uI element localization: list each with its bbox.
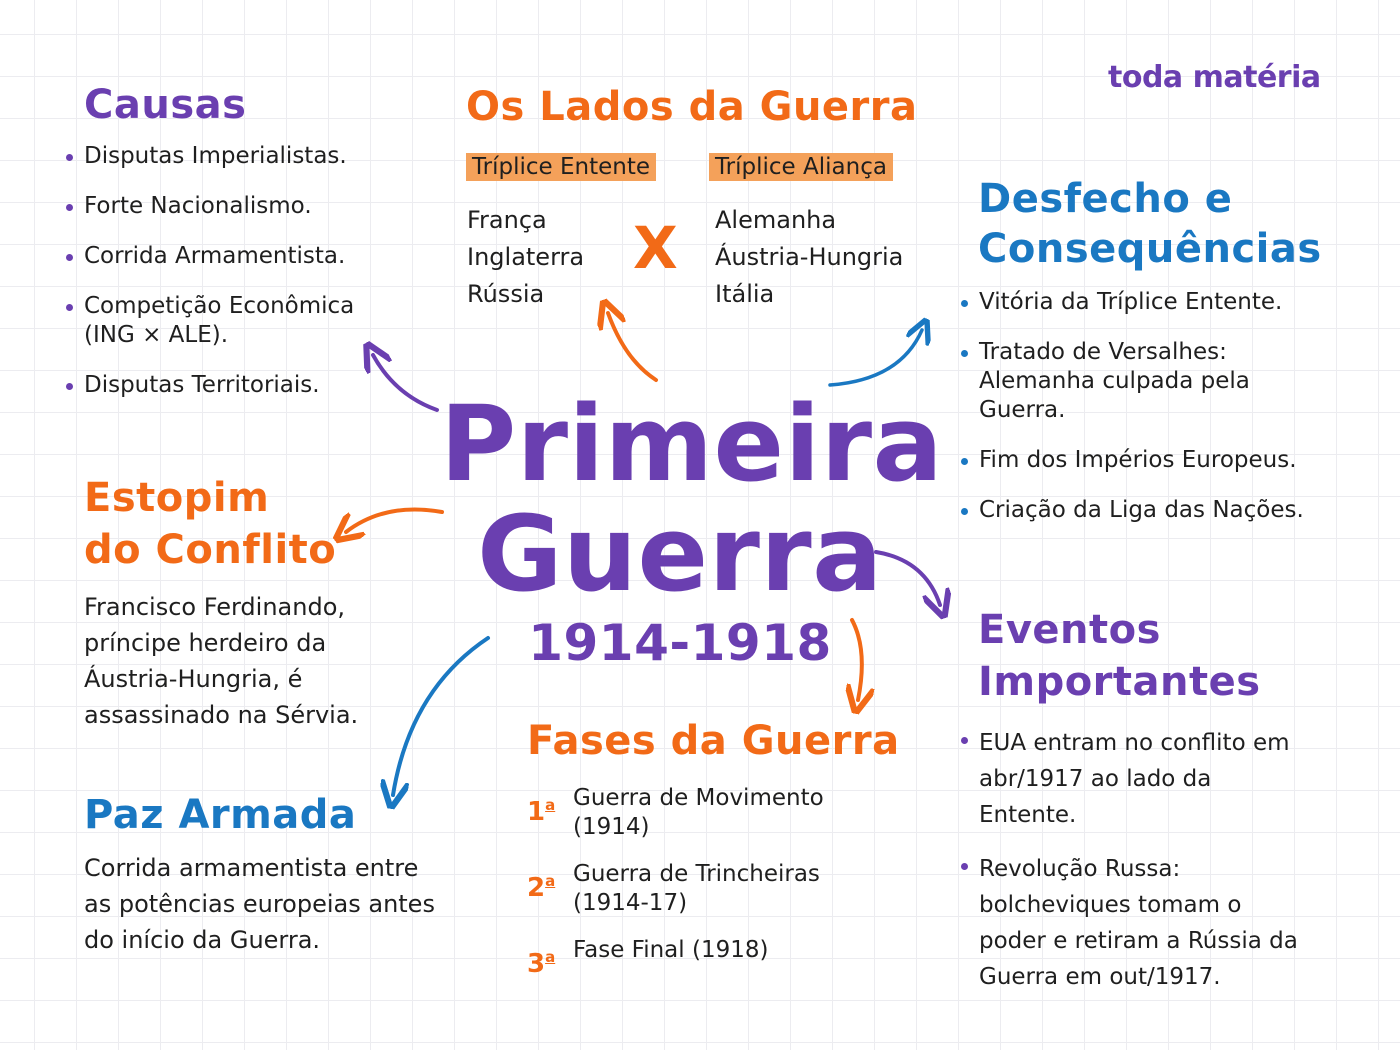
estopim-title-line: do Conflito <box>84 527 337 573</box>
fase-text: Guerra de Trincheiras (1914-17) <box>573 861 820 916</box>
arrow-to-desfecho <box>830 330 922 385</box>
entente-member: Inglaterra <box>467 243 585 271</box>
eventos-item: Revolução Russa: bolcheviques tomam o poder e retiram a Rússia da Guerra em out/1917. <box>961 851 1301 995</box>
desfecho-item: Fim dos Impérios Europeus. <box>961 446 1341 475</box>
causas-item: Disputas Imperialistas. <box>66 142 396 171</box>
causas-item: Corrida Armamentista. <box>66 242 396 271</box>
arrow-to-lados <box>608 313 656 380</box>
arrow-to-eventos <box>876 552 940 605</box>
arrow-to-fases <box>852 620 862 700</box>
fase-number: 1$^a$ <box>527 796 556 827</box>
arrow-to-paz <box>393 638 488 795</box>
versus-mark: X <box>633 214 679 282</box>
fase-text: Guerra de Movimento (1914) <box>573 785 824 840</box>
desfecho-item: Criação da Liga das Nações. <box>961 496 1341 525</box>
desfecho-item: Vitória da Tríplice Entente. <box>961 288 1341 317</box>
eventos-title-line: Importantes <box>978 659 1261 705</box>
causas-item: Disputas Territoriais. <box>66 371 396 400</box>
eventos-title-line: Eventos <box>978 607 1161 653</box>
center-years: 1914-1918 <box>528 614 832 672</box>
fase-text: Fase Final (1918) <box>573 937 769 963</box>
entente-member: Rússia <box>467 280 545 308</box>
fase-number: 2$^a$ <box>527 872 556 903</box>
entente-member: França <box>467 206 547 234</box>
paz-text: Corrida armamentista entre as potências europeias antes do início da Guerra. <box>84 854 435 954</box>
estopim-title-line: Estopim <box>84 475 270 521</box>
causas-item: Competição Econômica (ING × ALE). <box>66 292 366 350</box>
paz-title: Paz Armada <box>84 792 357 838</box>
fases-title: Fases da Guerra <box>527 718 900 764</box>
arrow-to-estopim <box>346 510 442 533</box>
entente-tag: Tríplice Entente <box>466 153 656 181</box>
causas-title: Causas <box>84 82 247 128</box>
causas-item: Forte Nacionalismo. <box>66 192 396 221</box>
alianca-tag: Tríplice Aliança <box>709 153 893 181</box>
brand-logo: toda matéria <box>1108 60 1321 95</box>
arrow-to-causas <box>373 355 437 410</box>
lados-title: Os Lados da Guerra <box>466 84 918 130</box>
alianca-member: Itália <box>715 280 775 308</box>
alianca-member: Áustria-Hungria <box>715 243 904 271</box>
desfecho-title-line: Consequências <box>978 226 1322 272</box>
eventos-item: EUA entram no conflito em abr/1917 ao lado da Entente. <box>961 725 1301 833</box>
estopim-text: Francisco Ferdinando, príncipe herdeiro da Áustria-Hungria, é assassinado na Sérvia. <box>84 593 359 729</box>
center-title-line1: Primeira <box>440 383 944 505</box>
desfecho-item: Tratado de Versalhes: Alemanha culpada pela Guerra. <box>961 338 1271 425</box>
fase-number: 3$^a$ <box>527 948 556 979</box>
alianca-member: Alemanha <box>715 206 837 234</box>
desfecho-title-line: Desfecho e <box>978 176 1233 222</box>
center-title-line2: Guerra <box>477 493 883 615</box>
